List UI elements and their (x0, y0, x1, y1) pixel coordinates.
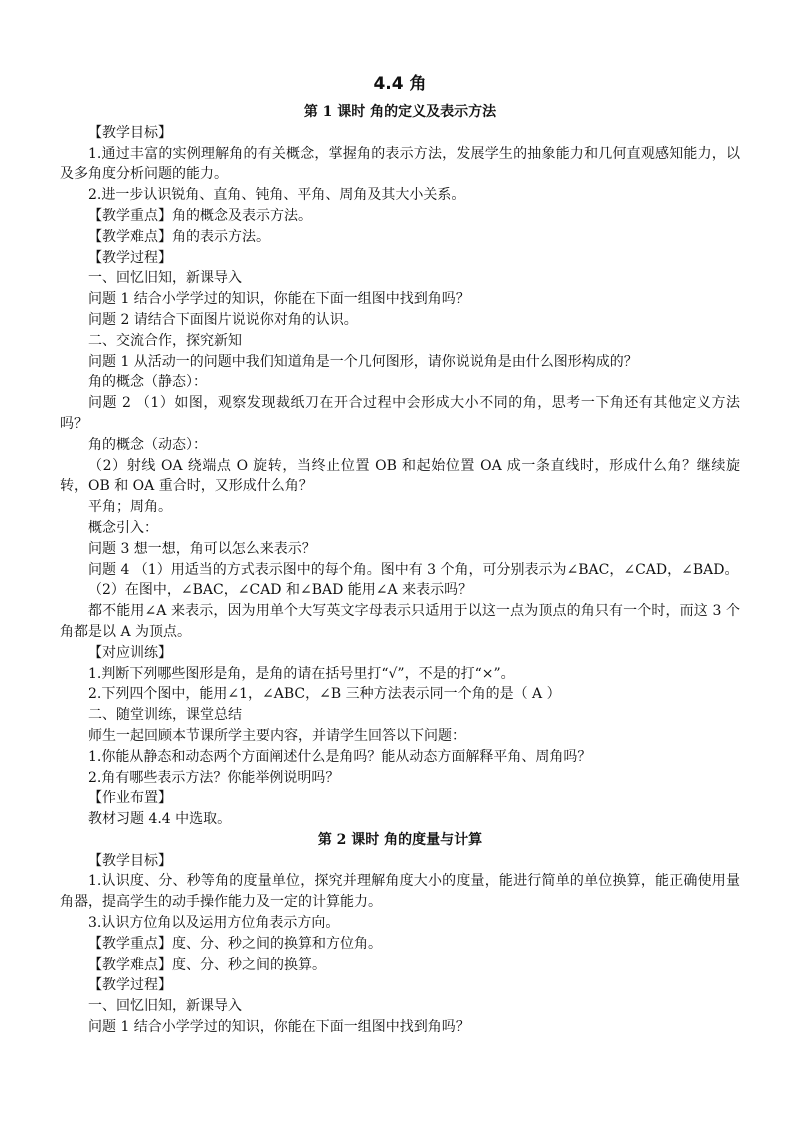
objective-2-1: 1.认识度、分、秒等角的度量单位，探究并理解角度大小的度量，能进行简单的单位换算，能正确使用量角器，提高学生的动手操作能力及一定的计算能力。 (60, 873, 740, 911)
document-page (60, 72, 740, 1038)
summary-intro: 师生一起回顾本节课所学主要内容，并请学生回答以下问题： (88, 727, 466, 744)
process-heading-2: 【教学过程】 (88, 977, 172, 994)
explanation: 都不能用∠A 来表示，因为用单个大写英文字母表示只适用于以这一点为顶点的角只有一个时，而这 3 个角都是以 A 为顶点。 (60, 603, 740, 640)
objective-1: 1.通过丰富的实例理解角的有关概念，掌握角的表示方法，发展学生的抽象能力和几何直观感知能力，以及多角度分析问题的能力。 (60, 145, 740, 183)
dynamic-definition: 角的概念（动态）： (88, 436, 207, 453)
section-review-2: 一、回忆旧知，新课导入 (88, 998, 242, 1015)
difficult-point-2: 【教学难点】度、分、秒之间的换算。 (88, 956, 326, 973)
document-title: 4.4 角 (373, 74, 427, 94)
homework-heading: 【作业布置】 (88, 790, 172, 807)
summary-q2: 2.角有哪些表示方法？你能举例说明吗？ (88, 769, 340, 786)
section-explore: 二、交流合作，探究新知 (88, 332, 242, 349)
practice-2: 2.下列四个图中，能用∠1，∠ABC，∠B 三种方法表示同一个角的是（ A ） (88, 686, 561, 703)
summary-q1: 1.你能从静态和动态两个方面阐述什么是角吗？能从动态方面解释平角、周角吗？ (88, 748, 592, 765)
key-point: 【教学重点】角的概念及表示方法。 (88, 207, 312, 224)
question-2: 问题 2 请结合下面图片说说你对角的认识。 (88, 311, 358, 328)
question-1-2: 问题 1 结合小学学过的知识，你能在下面一组图中找到角吗？ (88, 1019, 470, 1036)
explore-question-4: 问题 4 （1）用适当的方式表示图中的每个角。图中有 3 个角，可分别表示为∠BAC，∠CAD，∠BAD。 (88, 561, 739, 578)
answer-straight-full: 平角；周角。 (88, 499, 172, 516)
explore-question-4-2: （2）在图中，∠BAC，∠CAD 和∠BAD 能用∠A 来表示吗？ (88, 582, 473, 599)
practice-1: 1.判断下列哪些图形是角，是角的请在括号里打“√”，不是的打“×”。 (88, 665, 515, 682)
difficult-point: 【教学难点】角的表示方法。 (88, 228, 270, 245)
lesson-2-heading: 第 2 课时 角的度量与计算 (317, 831, 483, 848)
key-point-2: 【教学重点】度、分、秒之间的换算和方位角。 (88, 935, 382, 952)
explore-question-3: 问题 3 想一想，角可以怎么来表示？ (88, 540, 316, 557)
static-definition: 角的概念（静态）： (88, 374, 207, 391)
section-review: 一、回忆旧知，新课导入 (88, 270, 242, 287)
question-1: 问题 1 结合小学学过的知识，你能在下面一组图中找到角吗？ (88, 291, 470, 308)
homework-text: 教材习题 4.4 中选取。 (88, 811, 232, 828)
section-summary: 二、随堂训练，课堂总结 (88, 707, 242, 724)
objective-2: 2.进一步认识锐角、直角、钝角、平角、周角及其大小关系。 (88, 187, 466, 204)
objective-2-3: 3.认识方位角以及运用方位角表示方向。 (88, 915, 340, 932)
explore-question-1: 问题 1 从活动一的问题中我们知道角是一个几何图形，请你说说角是由什么图形构成的？ (88, 353, 638, 370)
explore-question-2: 问题 2 （1）如图，观察发现裁纸刀在开合过程中会形成大小不同的角，思考一下角还有其他定义方法吗？ (60, 395, 740, 432)
practice-heading: 【对应训练】 (88, 644, 172, 661)
concept-intro: 概念引入： (88, 519, 158, 536)
ray-rotation: （2）射线 OA 绕端点 O 旋转，当终止位置 OB 和起始位置 OA 成一条直线时，形成什么角？继续旋转，OB 和 OA 重合时，又形成什么角？ (60, 457, 740, 495)
objectives-heading: 【教学目标】 (88, 124, 172, 141)
objectives-heading-2: 【教学目标】 (88, 852, 172, 869)
process-heading: 【教学过程】 (88, 249, 172, 266)
lesson-1-heading: 第 1 课时 角的定义及表示方法 (303, 104, 497, 120)
